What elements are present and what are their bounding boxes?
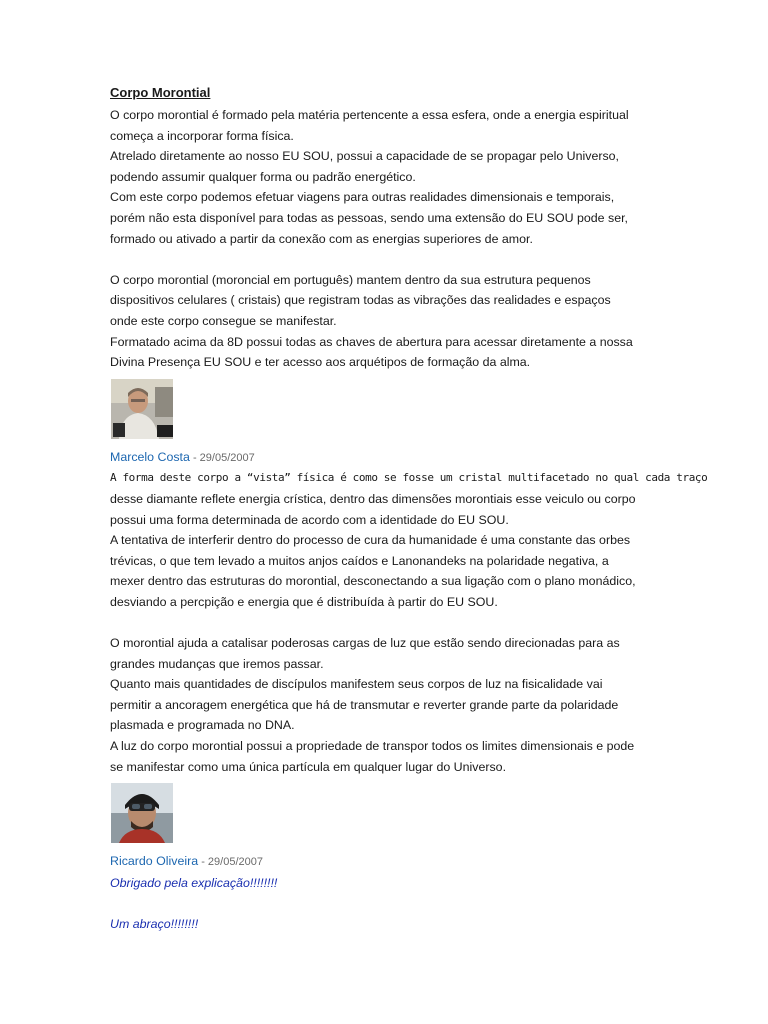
- comment-author-link[interactable]: Ricardo Oliveira: [110, 854, 199, 869]
- comment-date: - 29/05/2007: [189, 451, 255, 464]
- spacer: [110, 612, 670, 633]
- text-line: grandes mudanças que iremos passar.: [110, 656, 324, 671]
- text-line: desviando a percpição e energia que é distribuída à partir do EU SOU.: [110, 594, 498, 609]
- text-line: A forma deste corpo a “vista” física é como se fosse um cristal multifacetado no qual cada traço: [110, 471, 708, 485]
- article-paragraph-1: [110, 105, 670, 249]
- text-line: A luz do corpo morontial possui a propriedade de transpor todos os limites dimensionais e pode: [110, 739, 635, 754]
- text-line: porém não esta disponível para todas as pessoas, sendo uma extensão do EU SOU pode ser,: [110, 210, 628, 225]
- text-line: dispositivos celulares ( cristais) que registram todas as vibrações das realidades e espaços: [110, 293, 611, 308]
- comment-author-link[interactable]: Marcelo Costa: [110, 449, 190, 464]
- spacer: [110, 893, 670, 914]
- text-line: plasmada e programada no DNA.: [110, 718, 295, 733]
- comment-2-line-1: Obrigado pela explicação!!!!!!!!: [110, 875, 278, 890]
- text-line: O morontial ajuda a catalisar poderosas cargas de luz que estão sendo direcionadas para as: [110, 636, 620, 651]
- text-line: Com este corpo podemos efetuar viagens para outras realidades dimensionais e temporais,: [110, 190, 615, 205]
- article-title: Corpo Morontial: [110, 85, 211, 100]
- spacer: [110, 249, 670, 270]
- text-line: desse diamante reflete energia crística, dentro das dimensões morontiais esse veiculo ou corpo: [110, 491, 636, 506]
- avatar-ricardo-oliveira: [111, 783, 173, 843]
- text-line: onde este corpo consegue se manifestar.: [110, 313, 337, 328]
- text-line: permitir a ancoragem energética que há de transmutar e reverter grande parte da polaridade: [110, 697, 619, 712]
- comment-byline: [110, 851, 670, 873]
- text-line: O corpo morontial (moroncial em português) mantem dentro da sua estrutura pequenos: [110, 272, 591, 287]
- text-line: podendo assumir qualquer forma ou padrão energético.: [110, 169, 416, 184]
- text-line: começa a incorporar forma física.: [110, 128, 294, 143]
- article-paragraph-2: [110, 270, 670, 373]
- comment-date: - 29/05/2007: [198, 856, 263, 869]
- text-line: Divina Presença EU SOU e ter acesso aos arquétipos de formação da alma.: [110, 355, 531, 370]
- document-page: [110, 84, 708, 935]
- text-line: se manifestar como uma única partícula em qualquer lugar do Universo.: [110, 759, 507, 774]
- comment-1-paragraph-1: [110, 468, 708, 612]
- text-line: Quanto mais quantidades de discípulos manifestem seus corpos de luz na fisicalidade vai: [110, 677, 603, 692]
- text-line: Formatado acima da 8D possui todas as chaves de abertura para acessar diretamente a nossa: [110, 334, 633, 349]
- text-line: formado ou ativado a partir da conexão com as energias superiores de amor.: [110, 231, 533, 246]
- text-line: possui uma forma determinada de acordo com a identidade do EU SOU.: [110, 512, 509, 527]
- text-line: trévicas, o que tem levado a muitos anjos caídos e Lanonandeks na polaridade negativa, a: [110, 553, 609, 568]
- text-line: Atrelado diretamente ao nosso EU SOU, possui a capacidade de se propagar pelo Universo,: [110, 149, 620, 164]
- avatar-marcelo-costa: [111, 379, 173, 439]
- text-line: O corpo morontial é formado pela matéria pertencente a essa esfera, onde a energia espiritual: [110, 108, 629, 122]
- comment-byline: [110, 447, 670, 469]
- comment-2-line-2: Um abraço!!!!!!!!: [110, 917, 199, 931]
- text-line: A tentativa de interferir dentro do processo de cura da humanidade é uma constante das orbes: [110, 533, 631, 548]
- comment-1-paragraph-2: [110, 633, 670, 777]
- text-line: mexer dentro das estruturas do morontial, desconectando a sua ligação com o plano monádico,: [110, 574, 636, 589]
